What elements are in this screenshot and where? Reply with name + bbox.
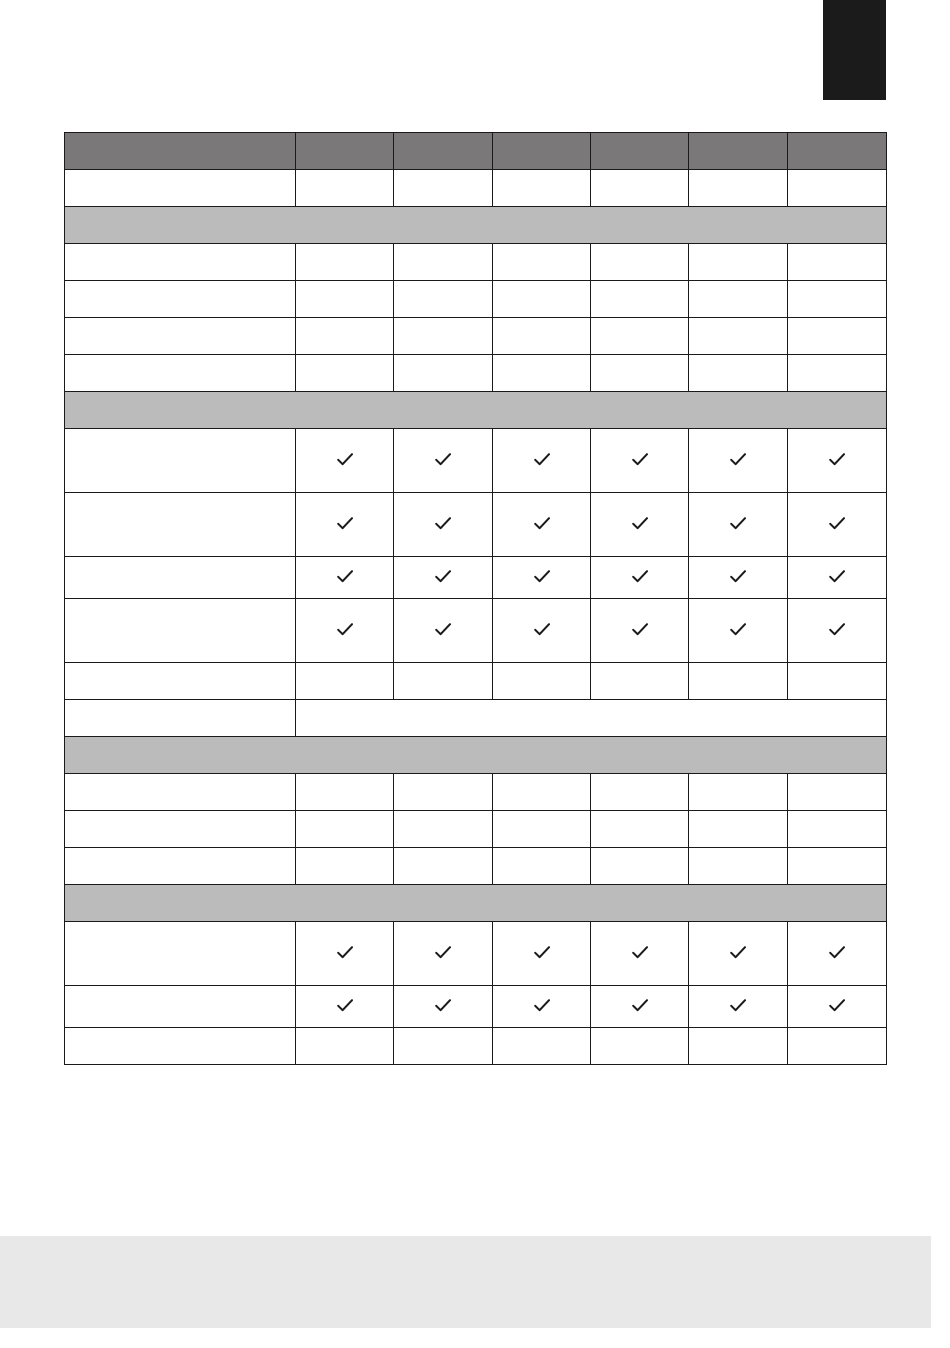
- checkmark-icon: [534, 453, 550, 466]
- table-row: [65, 700, 887, 737]
- table-cell: [788, 318, 887, 355]
- table-cell: [591, 244, 689, 281]
- table-cell: [493, 355, 591, 392]
- table-cell: [394, 922, 493, 986]
- checkmark-icon: [435, 999, 451, 1012]
- table-row: [65, 557, 887, 599]
- table-cell: [591, 848, 689, 885]
- table-row: [65, 429, 887, 493]
- table-row-label-cell: [65, 700, 296, 737]
- table-cell: [689, 557, 788, 599]
- table-cell: [788, 848, 887, 885]
- table-cell: [296, 170, 394, 207]
- table-cell: [689, 848, 788, 885]
- table-cell: [591, 599, 689, 663]
- table-row-label-cell: [65, 599, 296, 663]
- table-row: [65, 811, 887, 848]
- table-cell: [493, 318, 591, 355]
- table-cell: [394, 170, 493, 207]
- table-row-label-cell: [65, 557, 296, 599]
- checkmark-icon: [829, 570, 845, 583]
- table-cell: [689, 318, 788, 355]
- table-cell: [493, 244, 591, 281]
- table-row: [65, 922, 887, 986]
- checkmark-icon: [337, 453, 353, 466]
- checkmark-icon: [534, 946, 550, 959]
- table-cell: [689, 774, 788, 811]
- table-header-cell: [788, 133, 887, 170]
- checkmark-icon: [337, 517, 353, 530]
- table-cell: [493, 774, 591, 811]
- table-cell: [591, 429, 689, 493]
- table-cell: [591, 1028, 689, 1065]
- table-cell: [394, 318, 493, 355]
- table-cell: [689, 986, 788, 1028]
- checkmark-icon: [730, 946, 746, 959]
- table-cell: [788, 922, 887, 986]
- checkmark-icon: [534, 999, 550, 1012]
- table-cell: [788, 1028, 887, 1065]
- table-cell: [493, 922, 591, 986]
- table-cell: [394, 663, 493, 700]
- table-cell: [296, 848, 394, 885]
- checkmark-icon: [435, 453, 451, 466]
- table-cell: [493, 663, 591, 700]
- table-cell: [296, 557, 394, 599]
- table-merged-cell: [296, 700, 887, 737]
- table-row-label-cell: [65, 774, 296, 811]
- table-row-label-cell: [65, 986, 296, 1028]
- table-cell: [689, 170, 788, 207]
- spec-table: [64, 132, 887, 1065]
- checkmark-icon: [829, 623, 845, 636]
- checkmark-icon: [435, 946, 451, 959]
- checkmark-icon: [632, 453, 648, 466]
- table-cell: [493, 599, 591, 663]
- checkmark-icon: [829, 999, 845, 1012]
- checkmark-icon: [337, 946, 353, 959]
- table-row: [65, 774, 887, 811]
- table-cell: [296, 1028, 394, 1065]
- table-cell: [493, 170, 591, 207]
- checkmark-icon: [435, 570, 451, 583]
- table-cell: [394, 557, 493, 599]
- table-cell: [788, 493, 887, 557]
- table-row-label-cell: [65, 281, 296, 318]
- table-cell: [788, 811, 887, 848]
- table-cell: [788, 244, 887, 281]
- table-cell: [493, 811, 591, 848]
- table-row-label-cell: [65, 355, 296, 392]
- table-section-cell: [65, 737, 887, 774]
- table-cell: [394, 1028, 493, 1065]
- table-row: [65, 244, 887, 281]
- table-section-row: [65, 885, 887, 922]
- table-cell: [591, 986, 689, 1028]
- table-cell: [591, 355, 689, 392]
- table-cell: [394, 811, 493, 848]
- table-section-cell: [65, 207, 887, 244]
- table-cell: [591, 170, 689, 207]
- table-row-label-cell: [65, 663, 296, 700]
- checkmark-icon: [632, 999, 648, 1012]
- table-cell: [788, 774, 887, 811]
- checkmark-icon: [829, 517, 845, 530]
- table-row-label-cell: [65, 922, 296, 986]
- table-cell: [296, 429, 394, 493]
- checkmark-icon: [534, 517, 550, 530]
- table-cell: [493, 493, 591, 557]
- table-row-label-cell: [65, 493, 296, 557]
- table-row-label-cell: [65, 848, 296, 885]
- table-cell: [689, 1028, 788, 1065]
- table-cell: [788, 281, 887, 318]
- page-corner-tab: [823, 0, 886, 100]
- table-section-row: [65, 392, 887, 429]
- checkmark-icon: [730, 517, 746, 530]
- table-cell: [296, 922, 394, 986]
- table-cell: [689, 355, 788, 392]
- table-cell: [296, 281, 394, 318]
- table-section-row: [65, 207, 887, 244]
- table-header-cell: [394, 133, 493, 170]
- table-cell: [591, 318, 689, 355]
- table-cell: [296, 493, 394, 557]
- checkmark-icon: [730, 570, 746, 583]
- table-cell: [394, 281, 493, 318]
- table-cell: [591, 922, 689, 986]
- table-cell: [296, 774, 394, 811]
- table-cell: [296, 986, 394, 1028]
- checkmark-icon: [435, 517, 451, 530]
- table-header-cell: [296, 133, 394, 170]
- table-cell: [493, 281, 591, 318]
- checkmark-icon: [730, 623, 746, 636]
- checkmark-icon: [632, 517, 648, 530]
- table-cell: [394, 774, 493, 811]
- checkmark-icon: [632, 946, 648, 959]
- table-cell: [394, 848, 493, 885]
- table-cell: [689, 493, 788, 557]
- checkmark-icon: [337, 570, 353, 583]
- table-cell: [394, 986, 493, 1028]
- checkmark-icon: [829, 946, 845, 959]
- checkmark-icon: [730, 999, 746, 1012]
- checkmark-icon: [534, 623, 550, 636]
- table-cell: [296, 244, 394, 281]
- table-cell: [493, 429, 591, 493]
- table-cell: [296, 663, 394, 700]
- table-cell: [788, 663, 887, 700]
- table-cell: [493, 557, 591, 599]
- table-cell: [689, 244, 788, 281]
- checkmark-icon: [534, 570, 550, 583]
- table-cell: [591, 281, 689, 318]
- table-row-label-cell: [65, 244, 296, 281]
- table-section-cell: [65, 885, 887, 922]
- table-cell: [689, 429, 788, 493]
- table-cell: [394, 355, 493, 392]
- table-cell: [296, 599, 394, 663]
- table-cell: [788, 170, 887, 207]
- table-cell: [591, 811, 689, 848]
- table-cell: [493, 1028, 591, 1065]
- table-cell: [689, 922, 788, 986]
- checkmark-icon: [435, 623, 451, 636]
- table-row: [65, 493, 887, 557]
- table-cell: [591, 493, 689, 557]
- table-cell: [788, 355, 887, 392]
- table-header-cell: [689, 133, 788, 170]
- checkmark-icon: [337, 999, 353, 1012]
- table-row: [65, 170, 887, 207]
- table-cell: [591, 557, 689, 599]
- table-cell: [394, 244, 493, 281]
- table-cell: [493, 848, 591, 885]
- table-cell: [296, 318, 394, 355]
- checkmark-icon: [632, 570, 648, 583]
- table-cell: [689, 663, 788, 700]
- table-cell: [591, 663, 689, 700]
- table-header-row: [65, 133, 887, 170]
- table-row: [65, 848, 887, 885]
- table-row: [65, 986, 887, 1028]
- table-cell: [788, 986, 887, 1028]
- table-row-label-cell: [65, 429, 296, 493]
- table-header-cell: [493, 133, 591, 170]
- table-row-label-cell: [65, 1028, 296, 1065]
- table-header-cell: [591, 133, 689, 170]
- table-cell: [788, 557, 887, 599]
- checkmark-icon: [632, 623, 648, 636]
- table-cell: [788, 429, 887, 493]
- table-cell: [493, 986, 591, 1028]
- table-cell: [394, 429, 493, 493]
- table-cell: [296, 811, 394, 848]
- table-row: [65, 599, 887, 663]
- table-cell: [788, 599, 887, 663]
- table-row-label-cell: [65, 318, 296, 355]
- table-section-row: [65, 737, 887, 774]
- table-header-cell: [65, 133, 296, 170]
- table-cell: [296, 355, 394, 392]
- table-row: [65, 355, 887, 392]
- table-row-label-cell: [65, 811, 296, 848]
- table-cell: [394, 493, 493, 557]
- footer-band: [0, 1236, 931, 1328]
- table-cell: [591, 774, 689, 811]
- table-cell: [689, 599, 788, 663]
- table-section-cell: [65, 392, 887, 429]
- table-row: [65, 318, 887, 355]
- table-row: [65, 663, 887, 700]
- checkmark-icon: [337, 623, 353, 636]
- table-cell: [394, 599, 493, 663]
- table-row: [65, 1028, 887, 1065]
- table-row: [65, 281, 887, 318]
- checkmark-icon: [730, 453, 746, 466]
- table-cell: [689, 281, 788, 318]
- checkmark-icon: [829, 453, 845, 466]
- table-cell: [689, 811, 788, 848]
- table-row-label-cell: [65, 170, 296, 207]
